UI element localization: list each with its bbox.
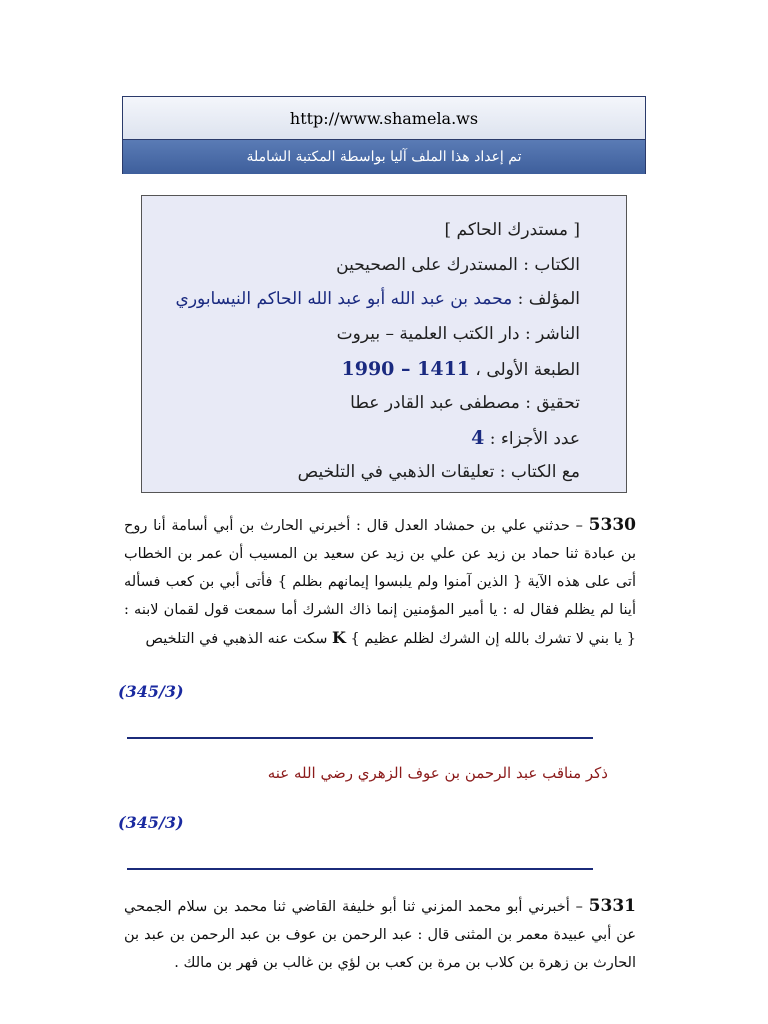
book-info-box [141, 195, 627, 493]
volumes-count: 4 [471, 427, 485, 449]
book-name-line: الكتاب : المستدرك على الصحيحين [336, 254, 580, 275]
divider [127, 868, 593, 870]
author-label: المؤلف : [512, 289, 580, 309]
volume-page-ref: (345/3) [118, 813, 184, 832]
hadith-mark: K [332, 628, 346, 647]
hadith-note: سكت عنه الذهبي في التلخيص [145, 631, 332, 647]
hadith-5330 [124, 511, 636, 653]
hadith-text: – حدثني علي بن حمشاد العدل قال : أخبرني الحارث بن أبي أسامة أنا روح بن عبادة ثنا حماد بن زيد عن علي بن زيد عن سعيد بن المسيب أن عمر بن الخطاب أتى على هذه الآية { الذين آمنوا ولم يلبسوا إيمانهم بظلم } فأتى أبي بن كعب فسأله أينا لم يظلم فقال له : يا أمير المؤمنين إنما ذاك الشرك أما سمعت قول لقمان لابنه : { يا بني لا تشرك بالله إن الشرك لظلم عظيم } [124, 518, 636, 647]
hadith-number: 5331 [588, 896, 636, 916]
hadith-5331 [124, 892, 636, 977]
section-title: ذكر مناقب عبد الرحمن بن عوف الزهري رضي الله عنه [267, 764, 608, 782]
divider [127, 737, 593, 739]
site-url[interactable]: http://www.shamela.ws [123, 97, 645, 140]
edition-years: 1411 – 1990 [341, 358, 471, 380]
volumes-label: عدد الأجزاء : [484, 429, 580, 449]
book-title-line: [ مستدرك الحاكم ] [444, 220, 580, 240]
volume-page-ref: (345/3) [118, 682, 184, 701]
hadith-text: – أخبرني أبو محمد المزني ثنا أبو خليفة القاضي ثنا محمد بن سلام الجمحي عن أبي عبيدة معمر بن المثنى قال : عبد الرحمن بن عوف بن عبد الرحمن بن عبد بن الحارث بن زهرة بن كلاب بن مرة بن كعب بن لؤي بن غالب بن فهر بن مالك . [124, 899, 636, 971]
prepared-notice: تم إعداد هذا الملف آليا بواسطة المكتبة الشاملة [123, 140, 645, 174]
commentary-line: مع الكتاب : تعليقات الذهبي في التلخيص [297, 461, 580, 482]
author-name: محمد بن عبد الله أبو عبد الله الحاكم النيسابوري [175, 289, 513, 309]
author-line [162, 289, 580, 324]
edition-line [162, 358, 580, 393]
header-box [122, 96, 646, 174]
publisher-line: الناشر : دار الكتب العلمية – بيروت [336, 323, 580, 344]
hadith-number: 5330 [588, 515, 636, 535]
editor-line: تحقيق : مصطفى عبد القادر عطا [350, 392, 580, 413]
volumes-line [162, 427, 580, 462]
edition-label: الطبعة الأولى ، [470, 360, 580, 380]
